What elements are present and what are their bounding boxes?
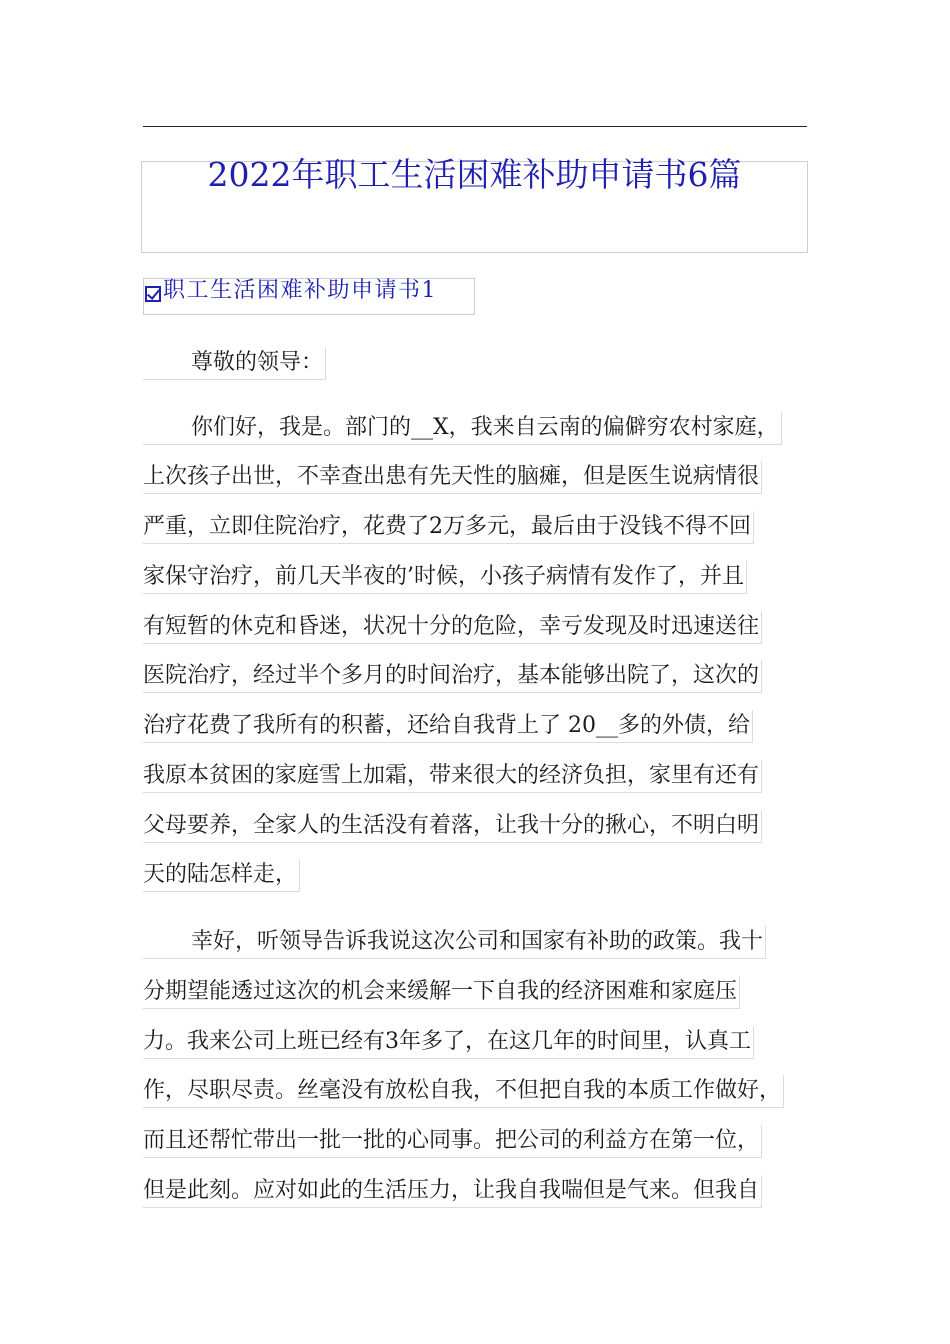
section-heading-text: 职工生活困难补助申请书1 <box>163 278 437 303</box>
paragraph2-line: 作，尽职尽责。丝毫没有放松自我，不但把自我的本质工作做好， <box>143 1075 784 1108</box>
paragraph1-line: 父母要养，全家人的生活没有着落，让我十分的揪心，不明白明 <box>143 810 762 843</box>
paragraph1-line: 医院治疗，经过半个多月的时间治疗，基本能够出院了，这次的 <box>143 660 762 693</box>
paragraph1-line: 家保守治疗，前几天半夜的’时候，小孩子病情有发作了，并且 <box>143 561 747 594</box>
paragraph1-line: 严重，立即住院治疗，花费了2万多元，最后由于没钱不得不回 <box>143 511 754 544</box>
paragraph1-line: 上次孩子出世，不幸查出患有先天性的脑瘫，但是医生说病情很 <box>143 461 762 494</box>
paragraph1-line: 你们好，我是。部门的__X，我来自云南的偏僻穷农村家庭， <box>143 412 782 445</box>
document-title: 2022年职工生活困难补助申请书6篇 <box>207 155 742 194</box>
paragraph1-line: 治疗花费了我所有的积蓄，还给自我背上了 20__多的外债，给 <box>143 710 753 743</box>
salutation: 尊敬的领导： <box>143 347 326 380</box>
paragraph2-line: 分期望能透过这次的机会来缓解一下自我的经济困难和家庭压 <box>143 976 740 1009</box>
paragraph2-line: 但是此刻。应对如此的生活压力，让我自我喘但是气来。但我自 <box>143 1175 762 1208</box>
paragraph2-line: 幸好，听领导告诉我说这次公司和国家有补助的政策。我十 <box>143 926 766 959</box>
paragraph2-line: 而且还帮忙带出一批一批的心同事。把公司的利益方在第一位， <box>143 1125 762 1158</box>
paragraph1-line: 天的陆怎样走， <box>143 859 300 892</box>
paragraph1-line: 我原本贫困的家庭雪上加霜，带来很大的经济负担，家里有还有 <box>143 760 762 793</box>
section-heading <box>145 276 437 306</box>
paragraph1-line: 有短暂的休克和昏迷，状况十分的危险，幸亏发现及时迅速送往 <box>143 611 762 644</box>
top-rule <box>143 126 807 127</box>
checkbox-icon <box>145 286 161 302</box>
paragraph2-line: 力。我来公司上班已经有3年多了，在这几年的时间里，认真工 <box>143 1026 754 1059</box>
